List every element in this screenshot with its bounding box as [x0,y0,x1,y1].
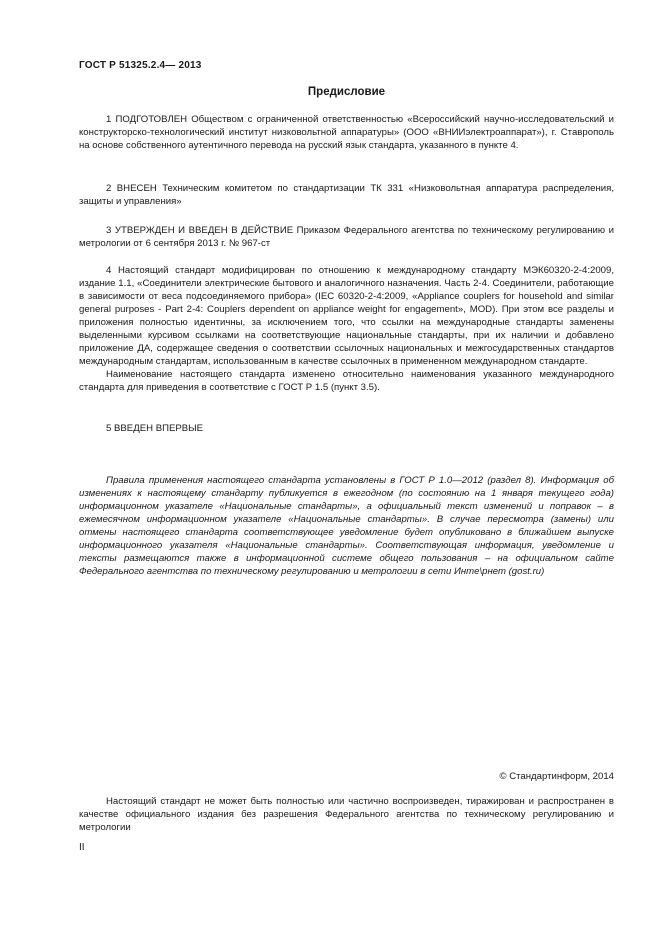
page-title: Предисловие [307,86,386,98]
copyright: © Стандартинформ, 2014 [499,771,614,782]
legal-notice [79,795,614,834]
application-notice-text: Правила применения настоящего стандарта установлены в ГОСТ Р 1.0—2012 (раздел 8). Информация об изменениях к настоящему стандарту публикуется в ежегодном (по состоянию на 1 января текущего года) информационном указателе «Национальные стандарты», а официальный текст изменений и поправок – в ежемесячном информационном указателе «Национальные стандарты». В случае пересмотра (замены) или отмены настоящего стандарта соответствующее уведомление будет опубликовано в ближайшем выпуске информационного указателя «Национальные стандарты». Соответствующая информация, уведомление и тексты размещаются также в информационной системе общего пользования – на официальном сайте Федерального агентства по техническому регулированию и метрологии в сети Инте\рнет (gost.ru) [79,475,614,577]
item-name-change-text: Наименование настоящего стандарта изменено относительно наименования указанного международного стандарта для приведения в соответствие с ГОСТ Р 1.5 (пункт 3.5). [79,369,614,393]
standard-code-header: ГОСТ Р 51325.2.4— 2013 [79,60,202,71]
item-approved [79,224,614,250]
application-notice [79,474,614,578]
item-modified [79,264,614,394]
item-modified-text: 4 Настоящий стандарт модифицирован по отношению к международному стандарту МЭК60320-2-4:2009, издание 1.1, «Соединители электрические бытового и аналогичного назначения. Часть 2-4. Соединители, работающие в зависимости от веса подсоединяемого прибора» (IEC 60320-2-4:2009, «Appliance couplers for household and similar general purposes - Part 2-4: Couplers dependent on appliance weight for engagement», MOD). При этом все разделы и приложения полностью идентичны, за исключением того, что ссылки на международные стандарты заменены выделенными курсивом ссылками на соответствующие национальные стандарты, при их наличии и добавлено приложение ДА, содержащее сведения о соответствии ссылочных национальных и межгосударственных стандартов международным стандартам, использованным в качестве ссылочных в примененном международном стандарте. [79,265,614,367]
item-submitted-text: 2 ВНЕСЕН Техническим комитетом по стандартизации ТК 331 «Низковольтная аппаратура распределения, защиты и управления» [79,183,614,207]
item-prepared [79,113,614,152]
item-introduced-text: 5 ВВЕДЕН ВПЕРВЫЕ [106,423,204,434]
item-approved-text: 3 УТВЕРЖДЕН И ВВЕДЕН В ДЕЙСТВИЕ Приказом Федерального агентства по техническому регулированию и метрологии от 6 сентября 2013 г. № 967-ст [79,225,614,249]
item-submitted [79,182,614,208]
page-number: II [79,842,85,853]
item-introduced [79,422,614,435]
item-prepared-text: 1 ПОДГОТОВЛЕН Обществом с ограниченной ответственностью «Всероссийский научно-исследовательский и конструкторско-технологический институт низковольтной аппаратуры» (ООО «ВНИИэлектроаппарат»), г. Ставрополь на основе собственного аутентичного перевода на русский язык стандарта, указанного в пункте 4. [79,114,614,151]
legal-notice-text: Настоящий стандарт не может быть полностью или частично воспроизведен, тиражирован и распространен в качестве официального издания без разрешения Федерального агентства по техническому регулированию и метрологии [79,796,614,833]
